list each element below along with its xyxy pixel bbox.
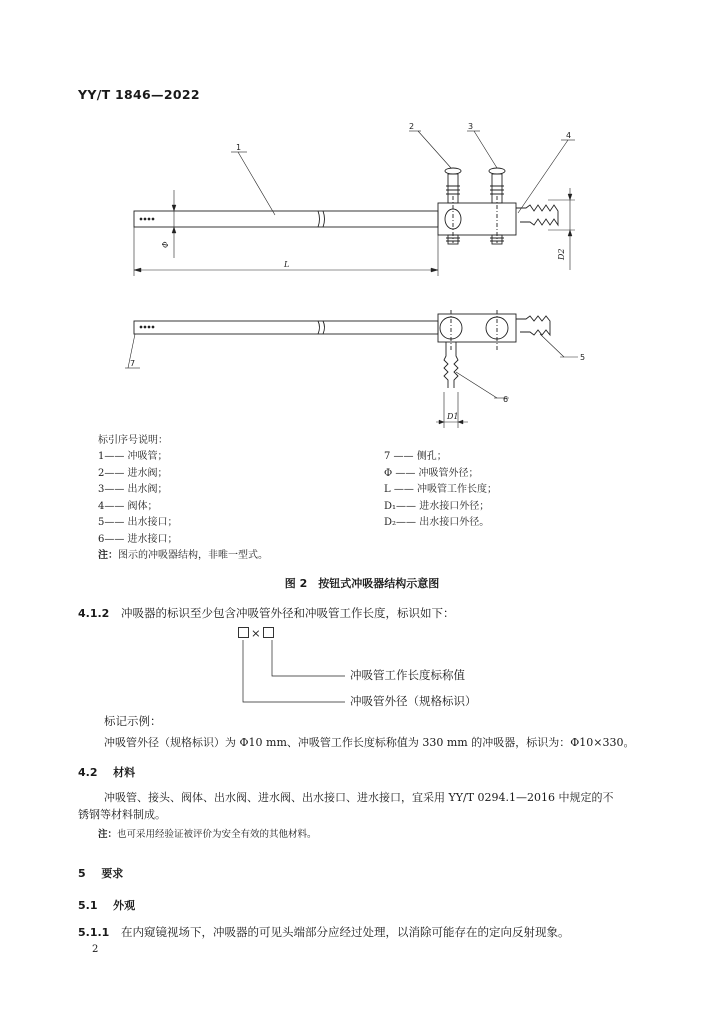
callout-1: 1 <box>236 143 242 152</box>
marking-formula <box>238 626 274 640</box>
section-number: 5.1.1 <box>78 926 110 939</box>
figure-caption: 图 2 按钮式冲吸器结构示意图 <box>284 577 440 590</box>
callout-6: 6 <box>503 395 509 404</box>
dim-phi: Φ <box>161 241 170 248</box>
section-4-2-para-line-2: 锈钢等材料制成。 <box>78 808 166 821</box>
dim-D2: D2 <box>557 248 566 260</box>
legend-item: 2—— 进水阀； <box>98 467 168 479</box>
section-5 <box>78 865 123 881</box>
section-text: 冲吸器的标识至少包含冲吸管外径和冲吸管工作长度，标识如下： <box>120 606 455 620</box>
callout-4: 4 <box>566 131 572 140</box>
example-text: 冲吸管外径（规格标识）为 Φ10 mm、冲吸管工作长度标称值为 330 mm 的冲吸器，标识为：Φ10×330。 <box>104 736 635 749</box>
placeholder-box-2 <box>263 627 274 638</box>
section-4-2-note <box>98 826 317 840</box>
section-number: 5.1 <box>78 899 98 912</box>
dim-L: L <box>284 260 290 269</box>
legend-item: L —— 冲吸管工作长度； <box>384 484 497 496</box>
legend-item: Φ —— 冲吸管外径； <box>384 467 479 479</box>
legend-item: 4—— 阀体； <box>98 500 158 512</box>
marking-label-length: 冲吸管工作长度标称值 <box>350 668 465 682</box>
note-label: 注： <box>98 829 118 840</box>
legend-item: 7 —— 侧孔； <box>384 451 447 462</box>
section-5-1 <box>78 897 135 913</box>
aspirator-figure <box>0 0 724 440</box>
legend-item: 6—— 进水接口； <box>98 533 178 545</box>
dim-D1: D1 <box>447 412 459 421</box>
placeholder-box-1 <box>238 627 249 638</box>
section-number: 4.2 <box>78 766 98 779</box>
section-4-2 <box>78 764 135 780</box>
callout-5: 5 <box>580 353 586 362</box>
page-number: 2 <box>92 944 99 955</box>
section-title: 材料 <box>113 766 136 779</box>
marking-label-diameter: 冲吸管外径（规格标识） <box>350 694 477 708</box>
legend-left <box>98 449 178 549</box>
callout-3: 3 <box>468 122 474 131</box>
section-4-2-para-line-1: 冲吸管、接头、阀体、出水阀、进水阀、出水接口、进水接口，宜采用 YY/T 0294.1—2016 中规定的不 <box>104 791 614 804</box>
callout-7: 7 <box>130 359 136 368</box>
section-title: 外观 <box>113 899 136 912</box>
legend-title: 标引序号说明： <box>98 435 168 446</box>
legend-item: 3—— 出水阀； <box>98 484 168 496</box>
legend-item: 5—— 出水接口； <box>98 517 178 529</box>
marking-times: × <box>251 626 261 640</box>
figure-note-label: 注： <box>98 550 118 561</box>
example-title: 标记示例： <box>104 714 162 728</box>
callout-2: 2 <box>409 122 415 131</box>
legend-item: D₂—— 出水接口外径。 <box>384 517 490 529</box>
legend-item: 1—— 冲吸管； <box>98 451 168 462</box>
figure-note <box>98 548 268 565</box>
section-4-1-2 <box>78 605 454 621</box>
section-number: 4.1.2 <box>78 607 110 620</box>
figure-note-text: 图示的冲吸器结构，非唯一型式。 <box>118 550 268 561</box>
note-text: 也可采用经验证被评价为安全有效的其他材料。 <box>117 829 317 840</box>
section-title: 要求 <box>101 867 124 880</box>
section-text: 在内窥镜视场下，冲吸器的可见头端部分应经过处理，以消除可能存在的定向反射现象。 <box>120 925 570 939</box>
legend-right <box>384 449 497 532</box>
legend-item: D₁—— 进水接口外径； <box>384 500 490 512</box>
section-5-1-1 <box>78 924 569 940</box>
standard-header: YY/T 1846—2022 <box>78 87 200 102</box>
section-number: 5 <box>78 867 86 880</box>
